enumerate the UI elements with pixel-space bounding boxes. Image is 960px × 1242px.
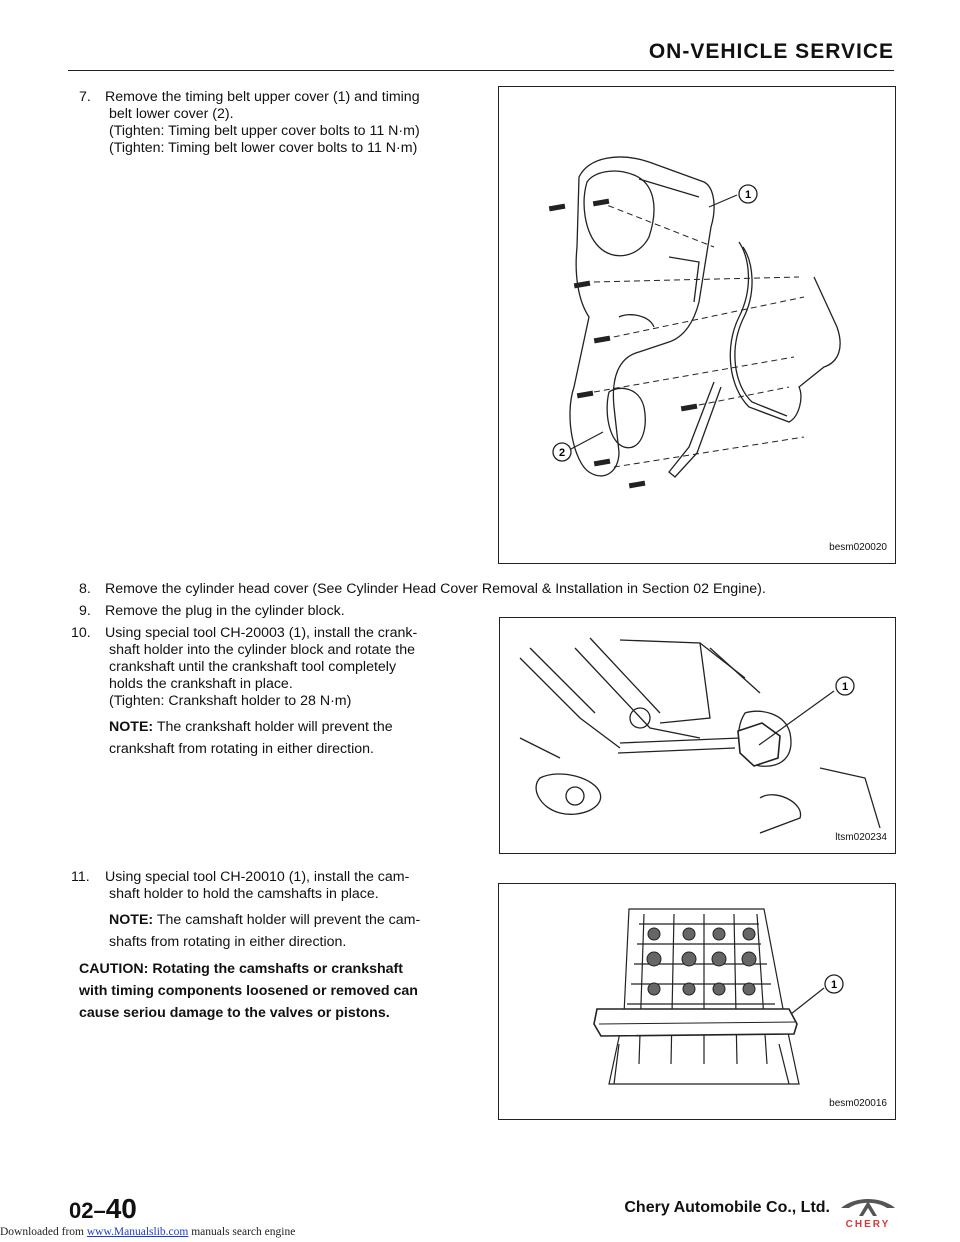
crankshaft-holder-illustration bbox=[500, 618, 895, 853]
step-text: crankshaft until the crankshaft tool completely bbox=[109, 659, 397, 675]
callout-1: 1 bbox=[841, 681, 849, 693]
step-text: Using special tool CH-20003 (1), install the crank- bbox=[104, 625, 418, 641]
step-7 bbox=[79, 89, 464, 157]
step-number: 11. bbox=[71, 869, 90, 885]
note-label: NOTE: bbox=[109, 719, 154, 735]
callout-2: 2 bbox=[558, 447, 566, 459]
step-text: holds the crankshaft in place. bbox=[109, 676, 293, 692]
callout-1: 1 bbox=[744, 189, 752, 201]
download-prefix: Downloaded from bbox=[0, 1226, 87, 1238]
step-8 bbox=[79, 581, 879, 598]
chery-logo bbox=[835, 1196, 901, 1230]
page-num: 40 bbox=[105, 1193, 137, 1224]
figure-id: besm020016 bbox=[829, 1098, 887, 1109]
figure-crankshaft-holder bbox=[499, 617, 896, 854]
torque-spec: (Tighten: Timing belt upper cover bolts to 11 N·m) bbox=[109, 123, 420, 139]
figure-camshaft-holder bbox=[498, 883, 896, 1120]
step-number: 9. bbox=[79, 603, 91, 619]
manualslib-link[interactable]: www.Manualslib.com bbox=[86, 1226, 189, 1238]
step-text: Remove the cylinder head cover (See Cylinder Head Cover Removal & Installation in Section 02 Engine). bbox=[104, 581, 766, 597]
page-header bbox=[68, 38, 894, 71]
step-text: Remove the plug in the cylinder block. bbox=[104, 603, 345, 619]
callout-1: 1 bbox=[830, 979, 838, 991]
note-text: The camshaft holder will prevent the cam- bbox=[156, 912, 421, 928]
figure-timing-belt-covers bbox=[498, 86, 896, 564]
caution-text: cause seriou damage to the valves or pistons. bbox=[79, 1005, 390, 1021]
section-title: ON-VEHICLE SERVICE bbox=[648, 40, 894, 63]
step-11 bbox=[71, 869, 464, 953]
download-note bbox=[0, 1226, 295, 1238]
step-number: 8. bbox=[79, 581, 91, 597]
step-text: belt lower cover (2). bbox=[109, 106, 234, 122]
step-9 bbox=[79, 603, 464, 620]
step-number: 10. bbox=[71, 625, 91, 641]
step-text: shaft holder into the cylinder block and rotate the bbox=[109, 642, 416, 658]
section-prefix: 02– bbox=[69, 1198, 106, 1223]
step-10 bbox=[71, 625, 464, 760]
torque-spec: (Tighten: Timing belt lower cover bolts to 11 N·m) bbox=[109, 140, 418, 156]
caution-block bbox=[79, 958, 464, 1024]
note-text: shafts from rotating in either direction. bbox=[109, 934, 347, 950]
download-suffix: manuals search engine bbox=[188, 1226, 296, 1238]
figure-id: besm020020 bbox=[829, 542, 887, 553]
note-label: NOTE: bbox=[109, 912, 154, 928]
note-text: The crankshaft holder will prevent the bbox=[156, 719, 393, 735]
note-text: crankshaft from rotating in either direction. bbox=[109, 741, 374, 757]
company-name: Chery Automobile Co., Ltd. bbox=[624, 1199, 830, 1216]
page-number bbox=[69, 1193, 137, 1225]
camshaft-holder-illustration bbox=[499, 884, 895, 1119]
caution-text: with timing components loosened or removed can bbox=[79, 983, 418, 999]
step-text: shaft holder to hold the camshafts in place. bbox=[109, 886, 379, 902]
chery-logo-icon bbox=[835, 1196, 901, 1230]
torque-spec: (Tighten: Crankshaft holder to 28 N·m) bbox=[109, 693, 352, 709]
logo-text: CHERY bbox=[845, 1219, 891, 1230]
step-text: Remove the timing belt upper cover (1) and timing bbox=[104, 89, 420, 105]
figure-id: ltsm020234 bbox=[835, 832, 887, 843]
timing-cover-illustration bbox=[499, 87, 895, 563]
caution-label: CAUTION: bbox=[79, 961, 149, 977]
step-text: Using special tool CH-20010 (1), install the cam- bbox=[104, 869, 410, 885]
step-number: 7. bbox=[79, 89, 91, 105]
caution-text: Rotating the camshafts or crankshaft bbox=[152, 961, 404, 977]
